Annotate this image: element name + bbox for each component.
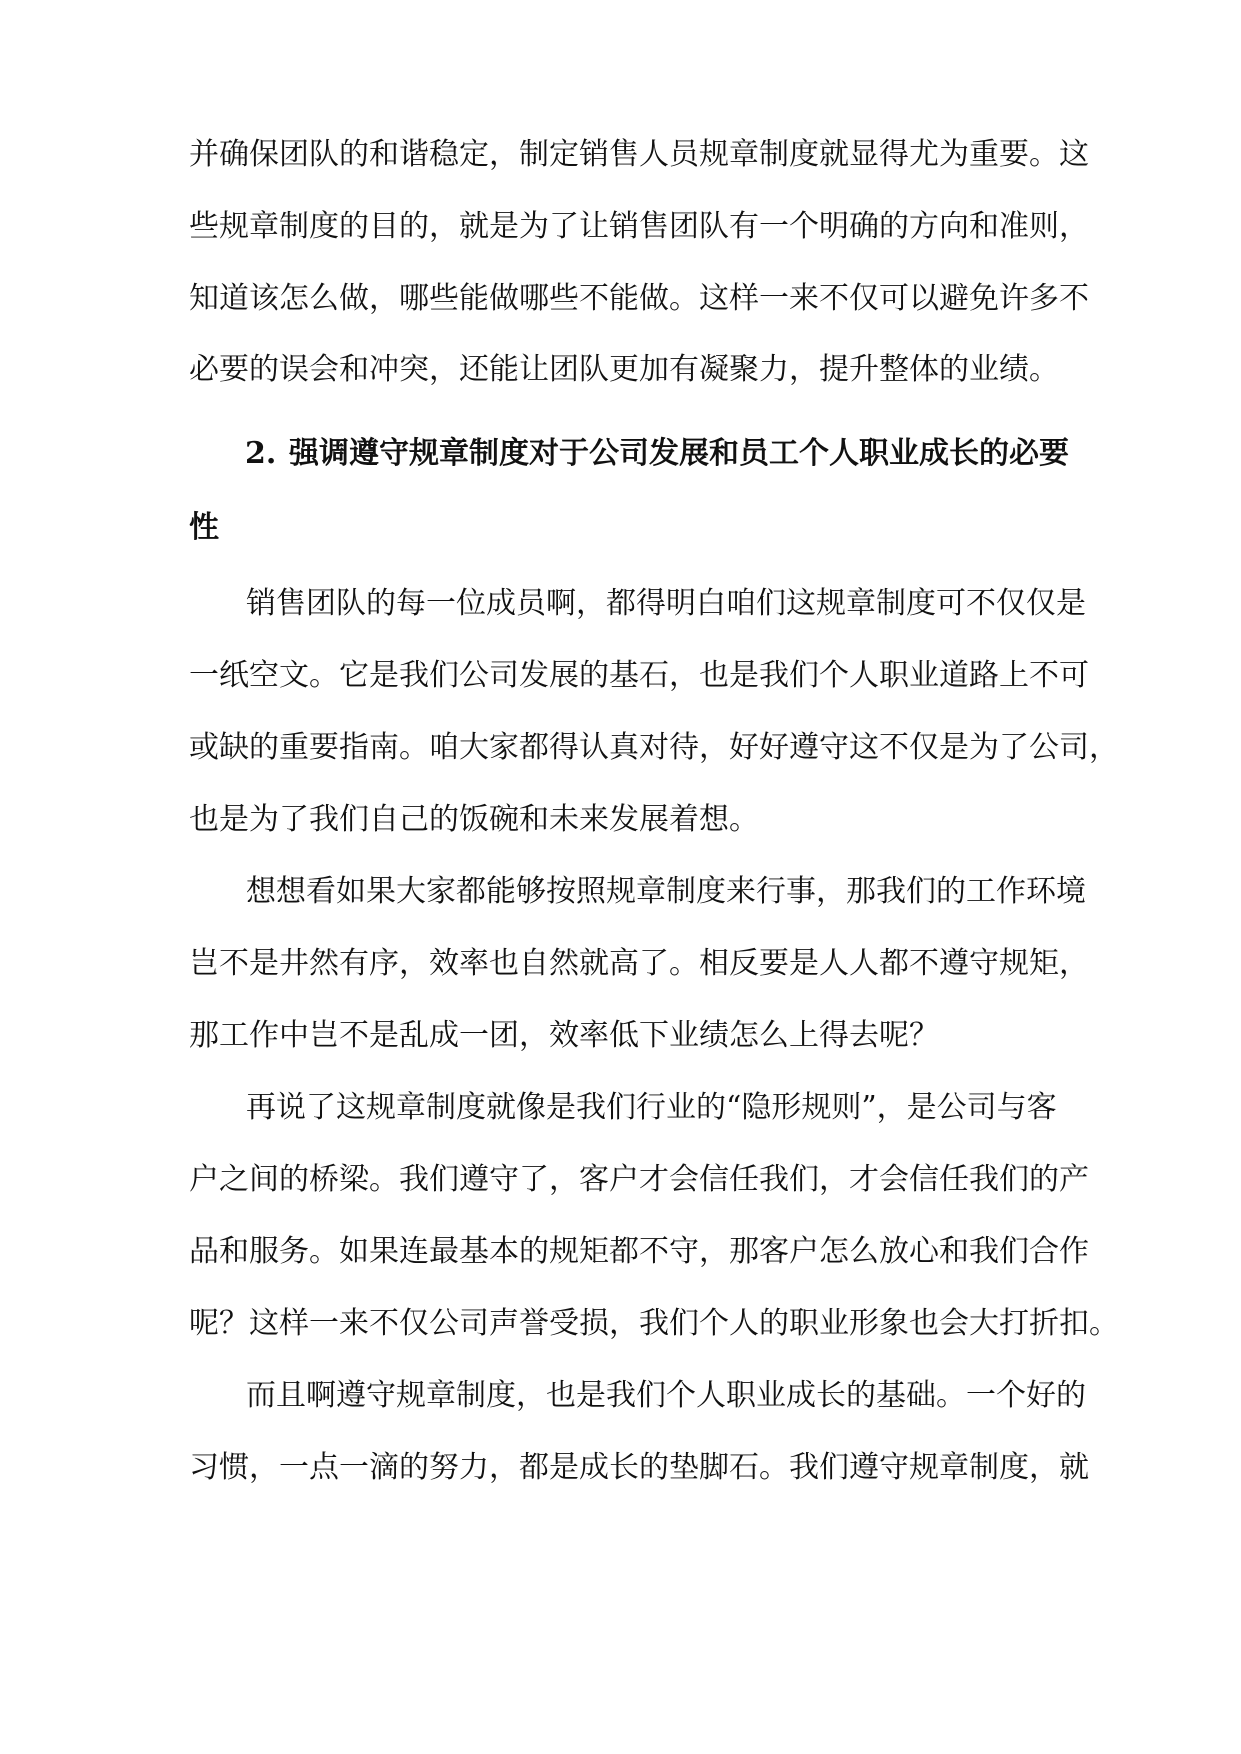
- paragraph-line: 品和服务。如果连最基本的规矩都不守，那客户怎么放心和我们合作: [189, 1234, 1089, 1269]
- paragraph-line: 呢？这样一来不仅公司声誉受损，我们个人的职业形象也会大打折扣。: [189, 1306, 1119, 1341]
- paragraph-line: 销售团队的每一位成员啊，都得明白咱们这规章制度可不仅仅是: [246, 586, 1086, 621]
- paragraph-line: 并确保团队的和谐稳定，制定销售人员规章制度就显得尤为重要。这: [189, 137, 1089, 172]
- paragraph-line: 那工作中岂不是乱成一团，效率低下业绩怎么上得去呢？: [189, 1018, 939, 1053]
- section-number: 2.: [245, 436, 277, 471]
- section-title-line: 性: [189, 510, 219, 545]
- paragraph-line: 岂不是井然有序，效率也自然就高了。相反要是人人都不遵守规矩，: [189, 946, 1089, 981]
- paragraph-line: 习惯，一点一滴的努力，都是成长的垫脚石。我们遵守规章制度，就: [189, 1450, 1089, 1485]
- paragraph-line: 户之间的桥梁。我们遵守了，客户才会信任我们，才会信任我们的产: [189, 1162, 1089, 1197]
- paragraph-line: 再说了这规章制度就像是我们行业的“隐形规则”，是公司与客: [246, 1090, 1057, 1125]
- paragraph-line: 知道该怎么做，哪些能做哪些不能做。这样一来不仅可以避免许多不: [189, 281, 1089, 316]
- paragraph-line: 而且啊遵守规章制度，也是我们个人职业成长的基础。一个好的: [246, 1378, 1086, 1413]
- paragraph-line: 些规章制度的目的，就是为了让销售团队有一个明确的方向和准则，: [189, 209, 1089, 244]
- paragraph-line: 也是为了我们自己的饭碗和未来发展着想。: [189, 802, 759, 837]
- paragraph-line: 一纸空文。它是我们公司发展的基石，也是我们个人职业道路上不可: [189, 658, 1089, 693]
- section-title-line: 强调遵守规章制度对于公司发展和员工个人职业成长的必要: [289, 436, 1069, 471]
- paragraph-line: 必要的误会和冲突，还能让团队更加有凝聚力，提升整体的业绩。: [189, 352, 1059, 387]
- paragraph-line: 或缺的重要指南。咱大家都得认真对待，好好遵守这不仅是为了公司，: [189, 730, 1119, 765]
- paragraph-line: 想想看如果大家都能够按照规章制度来行事，那我们的工作环境: [246, 874, 1086, 909]
